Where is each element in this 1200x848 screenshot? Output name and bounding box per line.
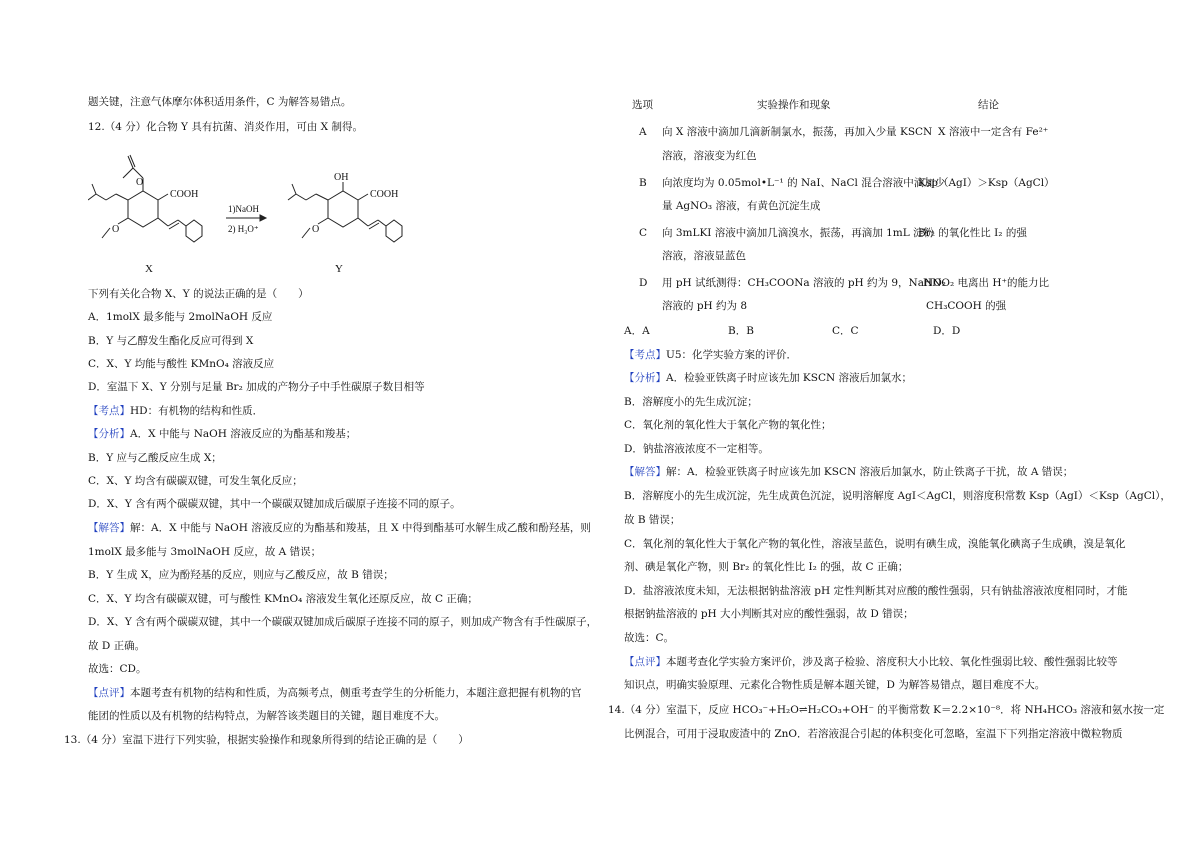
svg-text:O: O [312,224,320,235]
choice-c: C．C [832,325,859,337]
row-b-op2: 量 AgNO₃ 溶液，有黄色沉淀生成 [662,200,821,212]
option-b: B．Y 与乙醇发生酯化反应可得到 X [88,335,254,347]
text-line: 题关键，注意气体摩尔体积适用条件，C 为解答易错点。 [88,96,352,108]
question-12-title: 12.（4 分）化合物 Y 具有抗菌、消炎作用，可由 X 制得。 [88,121,363,133]
fenxi-line: 【分析】A．X 中能与 NaOH 溶液反应的为酯基和羧基； [88,428,357,440]
table-header-option: 选项 [632,99,653,111]
row-a-op: 向 X 溶液中滴加几滴新制氯水，振荡，再加入少量 KSCN [662,126,933,138]
row-b-conclusion: Ksp（AgI）＞Ksp（AgCl） [918,177,1055,189]
row-d-op2: 溶液的 pH 约为 8 [662,300,748,312]
option-d: D．室温下 X、Y 分别与足量 Br₂ 加成的产物分子中手性碳原子数目相等 [88,381,425,393]
answer-line: 故选：C。 [624,632,675,644]
row-a-op2: 溶液，溶液变为红色 [662,150,757,162]
row-d-op: 用 pH 试纸测得：CH₃COONa 溶液的 pH 约为 9，NaNO₂ [662,277,947,289]
kaodian-line: 【考点】HD：有机物的结构和性质． [88,405,264,417]
fenxi-b: B．溶解度小的先生成沉淀； [624,396,758,408]
compound-x-label: X [145,263,153,275]
row-c-conclusion: Br₂ 的氧化性比 I₂ 的强 [918,227,1027,239]
question-14-line-2: 比例混合，可用于浸取废渣中的 ZnO．若溶液混合引起的体积变化可忽略，室温下下列指定溶液中微粒物质 [624,728,1123,740]
row-a-label: A [639,126,647,138]
compound-y-label: Y [335,263,343,275]
fenxi-d: D．X、Y 含有两个碳碳双键，其中一个碳碳双键加成后碳原子连接不同的原子。 [88,498,461,510]
choice-b: B．B [728,325,754,337]
jieda-d2: 故 D 正确。 [88,640,146,652]
question-13-title: 13.（4 分）室温下进行下列实验，根据实验操作和现象所得到的结论正确的是（ ） [64,734,469,746]
question-14-line-1: 14.（4 分）室温下，反应 HCO₃⁻+H₂O⇌H₂CO₃+OH⁻ 的平衡常数 K＝2.2×10⁻⁸．将 NH₄HCO₃ 溶液和氨水按一定 [608,704,1165,716]
row-d-conclusion: HNO₂ 电离出 H⁺的能力比 [923,277,1050,289]
arrow-top-label: 1)NaOH [228,204,259,214]
svg-text:O: O [136,177,144,188]
dianping-line-2: 能团的性质以及有机物的结构特点，为解答该类题目的关键，题目难度不大。 [88,710,445,722]
row-d-label: D [639,277,648,289]
kaodian-line: 【考点】U5：化学实验方案的评价． [624,349,798,361]
row-b-label: B [639,177,647,189]
reaction-scheme-figure [88,140,418,280]
option-c: C．X、Y 均能与酸性 KMnO₄ 溶液反应 [88,358,275,370]
jieda-d1: D．X、Y 含有两个碳碳双键，其中一个碳碳双键加成后碳原子连接不同的原子，则加成产物含有手性碳原子， [88,616,598,628]
jieda-line: 【解答】解：A．X 中能与 NaOH 溶液反应的为酯基和羧基，且 X 中得到酯基可水解生成乙酸和酚羟基，则 [88,522,591,534]
fenxi-b: B．Y 应与乙酸反应生成 X； [88,452,222,464]
row-d-conclusion-2: CH₃COOH 的强 [926,300,1007,312]
table-header-conclusion: 结论 [978,99,999,111]
choice-a: A．A [624,325,650,337]
cooh-label-y: COOH [370,189,399,200]
row-c-label: C [639,227,648,239]
jieda-b1: B．溶解度小的先生成沉淀，先生成黄色沉淀，说明溶解度 AgI＜AgCl，则溶度积常数 Ksp（AgI）＜Ksp（AgCl）， [624,490,1171,502]
row-c-op2: 溶液，溶液显蓝色 [662,250,746,262]
fenxi-c: C．氧化剂的氧化性大于氧化产物的氧化性； [624,419,832,431]
jieda-b: B．Y 生成 X，应为酚羟基的反应，则应与乙酸反应，故 B 错误； [88,569,394,581]
jieda-c1: C．氧化剂的氧化性大于氧化产物的氧化性，溶液呈蓝色，说明有碘生成，溴能氧化碘离子生成碘，溴是氧化 [624,538,1126,550]
row-c-op: 向 3mLKI 溶液中滴加几滴溴水，振荡，再滴加 1mL 淀粉 [662,227,935,239]
choice-d: D．D [933,325,961,337]
question-12-stem: 下列有关化合物 X、Y 的说法正确的是（ ） [88,288,309,300]
fenxi-c: C．X、Y 均含有碳碳双键，可发生氧化反应； [88,475,303,487]
dianping-line: 【点评】本题考查有机物的结构和性质，为高频考点，侧重考查学生的分析能力，本题注意把握有机物的官 [88,687,582,699]
jieda-b2: 故 B 错误； [624,514,681,526]
svg-text:O: O [112,224,120,235]
fenxi-line: 【分析】A．检验亚铁离子时应该先加 KSCN 溶液后加氯水； [624,372,913,384]
jieda-c2: 剂、碘是氧化产物，则 Br₂ 的氧化性比 I₂ 的强，故 C 正确； [624,561,909,573]
jieda-d1: D．盐溶液浓度未知，无法根据钠盐溶液 pH 定性判断其对应酸的酸性强弱，只有钠盐溶液浓度相同时，才能 [624,585,1128,597]
arrow-bottom-label: 2) H₃O⁺ [228,224,259,234]
jieda-d2: 根据钠盐溶液的 pH 大小判断其对应的酸性强弱，故 D 错误； [624,608,914,620]
oh-label: OH [334,172,349,183]
option-a: A．1molX 最多能与 2molNaOH 反应 [88,311,273,323]
row-b-op: 向浓度均为 0.05mol•L⁻¹ 的 NaI、NaCl 混合溶液中滴加少 [662,177,946,189]
jieda-a2: 1molX 最多能与 3molNaOH 反应，故 A 错误； [88,546,322,558]
jieda-line: 【解答】解：A．检验亚铁离子时应该先加 KSCN 溶液后加氯水，防止铁离子干扰，故 A 错误； [624,466,1074,478]
dianping-line: 【点评】本题考查化学实验方案评价，涉及离子检验、溶度积大小比较、氧化性强弱比较、酸性强弱比较等 [624,656,1118,668]
row-a-conclusion: X 溶液中一定含有 Fe²⁺ [938,126,1049,138]
table-header-operation: 实验操作和现象 [757,99,831,111]
jieda-c: C．X、Y 均含有碳碳双键，可与酸性 KMnO₄ 溶液发生氧化还原反应，故 C 正确； [88,593,478,605]
fenxi-d: D．钠盐溶液浓度不一定相等。 [624,443,769,455]
dianping-line-2: 知识点，明确实验原理、元素化合物性质是解本题关键，D 为解答易错点，题目难度不大。 [624,679,1046,691]
cooh-label-x: COOH [170,189,199,200]
answer-line: 故选：CD。 [88,663,147,675]
